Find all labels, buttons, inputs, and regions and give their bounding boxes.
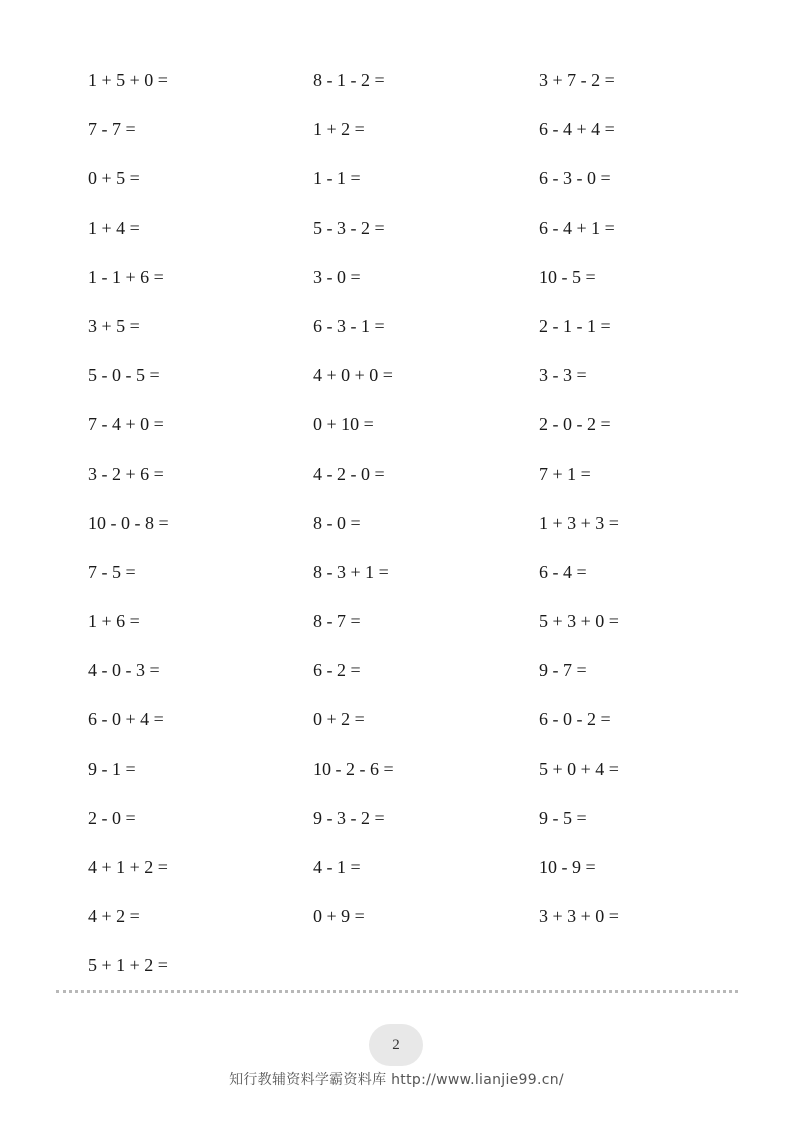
math-problem: 3 + 7 - 2 = <box>539 70 615 90</box>
math-problem: 3 - 2 + 6 = <box>88 463 164 484</box>
math-problem: 10 - 0 - 8 = <box>88 512 169 533</box>
math-problem: 5 - 3 - 2 = <box>313 217 385 238</box>
problem-column-2 <box>313 68 533 953</box>
math-problem: 4 - 1 = <box>313 857 361 877</box>
math-problem: 1 + 5 + 0 = <box>88 70 168 90</box>
math-problem: 4 - 0 - 3 = <box>88 660 160 681</box>
math-problem: 5 + 1 + 2 = <box>88 955 168 976</box>
math-problem: 3 - 3 = <box>539 365 587 386</box>
math-problem: 9 - 1 = <box>88 758 136 779</box>
math-problem: 2 - 0 - 2 = <box>539 414 611 435</box>
math-problem: 7 - 5 = <box>88 561 136 582</box>
math-problem: 0 + 10 = <box>313 414 374 435</box>
math-problem: 4 - 2 - 0 = <box>313 463 385 484</box>
math-problem: 6 - 4 = <box>539 561 587 582</box>
math-problem: 3 - 0 = <box>313 266 361 287</box>
math-problem: 8 - 0 = <box>313 512 361 533</box>
math-problem: 0 + 9 = <box>313 906 365 927</box>
math-problem: 9 - 5 = <box>539 807 587 828</box>
math-problem: 4 + 0 + 0 = <box>313 365 393 386</box>
math-problem: 0 + 2 = <box>313 709 365 730</box>
math-problem: 8 - 3 + 1 = <box>313 561 389 582</box>
math-problem: 2 - 1 - 1 = <box>539 315 611 336</box>
problem-column-3 <box>539 68 759 953</box>
math-problem: 9 - 3 - 2 = <box>313 807 385 828</box>
math-problem: 0 + 5 = <box>88 168 140 189</box>
math-problem: 7 - 7 = <box>88 119 136 140</box>
math-problem: 6 - 4 + 1 = <box>539 217 615 238</box>
problem-column-1 <box>88 68 308 1003</box>
math-problem: 1 + 4 = <box>88 217 140 238</box>
math-problem: 5 - 0 - 5 = <box>88 365 160 386</box>
dotted-divider <box>56 990 738 993</box>
math-problem: 7 + 1 = <box>539 463 591 484</box>
math-problem: 10 - 2 - 6 = <box>313 758 394 779</box>
math-problem: 1 + 2 = <box>313 119 365 140</box>
math-problem: 1 + 3 + 3 = <box>539 512 619 533</box>
math-problem: 10 - 9 = <box>539 857 596 877</box>
math-problem: 5 + 3 + 0 = <box>539 611 619 632</box>
math-problem: 10 - 5 = <box>539 266 596 287</box>
math-problem: 6 - 3 - 0 = <box>539 168 611 189</box>
math-problem: 6 - 0 - 2 = <box>539 709 611 730</box>
math-problem: 6 - 2 = <box>313 660 361 681</box>
math-problem: 6 - 4 + 4 = <box>539 119 615 140</box>
math-problem: 5 + 0 + 4 = <box>539 758 619 779</box>
page-number: 2 <box>392 1036 400 1053</box>
math-problem: 1 + 6 = <box>88 611 140 632</box>
math-problem: 1 - 1 = <box>313 168 361 189</box>
math-problem: 6 - 0 + 4 = <box>88 709 164 730</box>
math-problem: 3 + 5 = <box>88 315 140 336</box>
math-problem: 3 + 3 + 0 = <box>539 906 619 927</box>
math-problem: 7 - 4 + 0 = <box>88 414 164 435</box>
math-problem: 2 - 0 = <box>88 807 136 828</box>
math-problem: 8 - 1 - 2 = <box>313 70 385 90</box>
math-problem: 8 - 7 = <box>313 611 361 632</box>
math-problem: 4 + 2 = <box>88 906 140 927</box>
math-problem: 1 - 1 + 6 = <box>88 266 164 287</box>
footer-text: 知行教辅资料学霸资料库 http://www.lianjie99.cn/ <box>229 1072 564 1088</box>
math-problem: 4 + 1 + 2 = <box>88 857 168 877</box>
page-number-badge <box>369 1024 423 1066</box>
math-problem: 6 - 3 - 1 = <box>313 315 385 336</box>
math-problem: 9 - 7 = <box>539 660 587 681</box>
